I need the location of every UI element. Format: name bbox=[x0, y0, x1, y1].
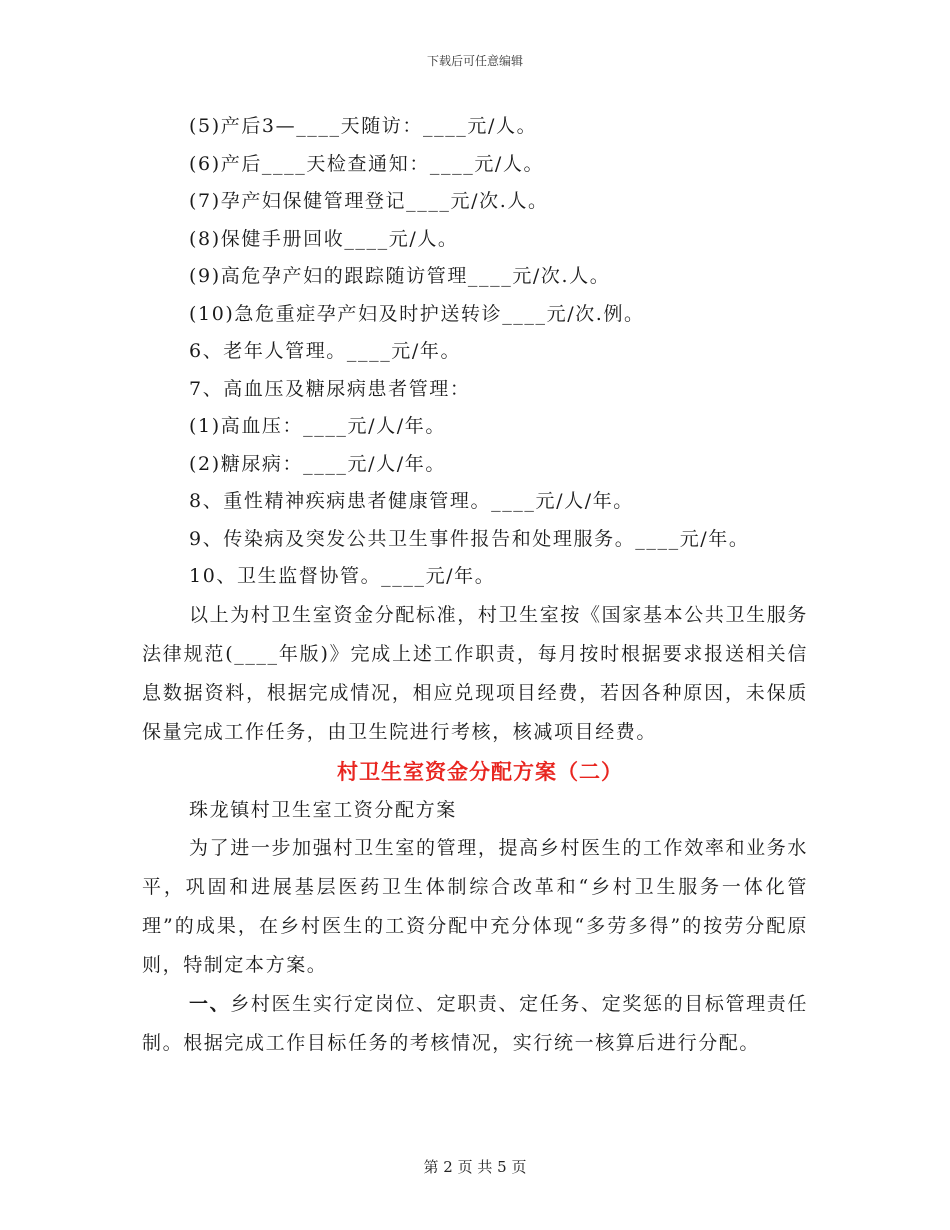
list-item: (6)产后____天检查通知：____元/人。 bbox=[189, 152, 545, 175]
section-subtitle: 珠龙镇村卫生室工资分配方案 bbox=[189, 798, 457, 821]
page-header: 下载后可任意编辑 bbox=[426, 54, 523, 68]
point-one-text: 乡村医生实行定岗位、定职责、定任务、定奖惩的目标管理责任制。根据完成工作目标任务的考核情况，实行统一核算后进行分配。 bbox=[142, 993, 808, 1054]
section-title: 村卫生室资金分配方案（二） bbox=[337, 759, 623, 784]
list-item: 6、老年人管理。____元/年。 bbox=[189, 340, 462, 362]
summary-paragraph: 以上为村卫生室资金分配标准，村卫生室按《国家基本公共卫生服务法律规范(____年版)》完成上述工作职责，每月按时根据要求报送相关信息数据资料，根据完成情况，相应兑现项目经费，若因各种原因，未保质保量完成工作任务，由卫生院进行考核，核减项目经费。 bbox=[142, 603, 808, 743]
page-footer: 第 2 页 共 5 页 bbox=[423, 1158, 527, 1176]
list-item: (2)糖尿病：____元/人/年。 bbox=[189, 452, 446, 475]
list-item: (8)保健手册回收____元/人。 bbox=[189, 227, 459, 250]
list-item: 10、卫生监督协管。____元/年。 bbox=[189, 565, 496, 587]
list-item: (9)高危孕产妇的跟踪随访管理____元/次.人。 bbox=[189, 265, 611, 287]
list-item: (10)急危重症孕产妇及时护送转诊____元/次.例。 bbox=[189, 302, 645, 325]
list-item: (7)孕产妇保健管理登记____元/次.人。 bbox=[189, 190, 549, 212]
list-item: 8、重性精神疾病患者健康管理。____元/人/年。 bbox=[189, 490, 634, 512]
point-one-paragraph bbox=[142, 985, 808, 1063]
document-body bbox=[142, 108, 808, 1063]
list-item: (5)产后3—____天随访：____元/人。 bbox=[189, 115, 538, 137]
list-item: 7、高血压及糖尿病患者管理： bbox=[189, 377, 471, 400]
point-one-lead: 一、 bbox=[189, 993, 231, 1015]
list-item: (1)高血压：____元/人/年。 bbox=[189, 415, 446, 437]
intro-paragraph: 为了进一步加强村卫生室的管理，提高乡村医生的工作效率和业务水平，巩固和进展基层医药卫生体制综合改革和“乡村卫生服务一体化管理”的成果，在乡村医生的工资分配中充分体现“多劳多得”的按劳分配原则，特制定本方案。 bbox=[142, 837, 808, 976]
list-item: 9、传染病及突发公共卫生事件报告和处理服务。____元/年。 bbox=[189, 527, 750, 550]
